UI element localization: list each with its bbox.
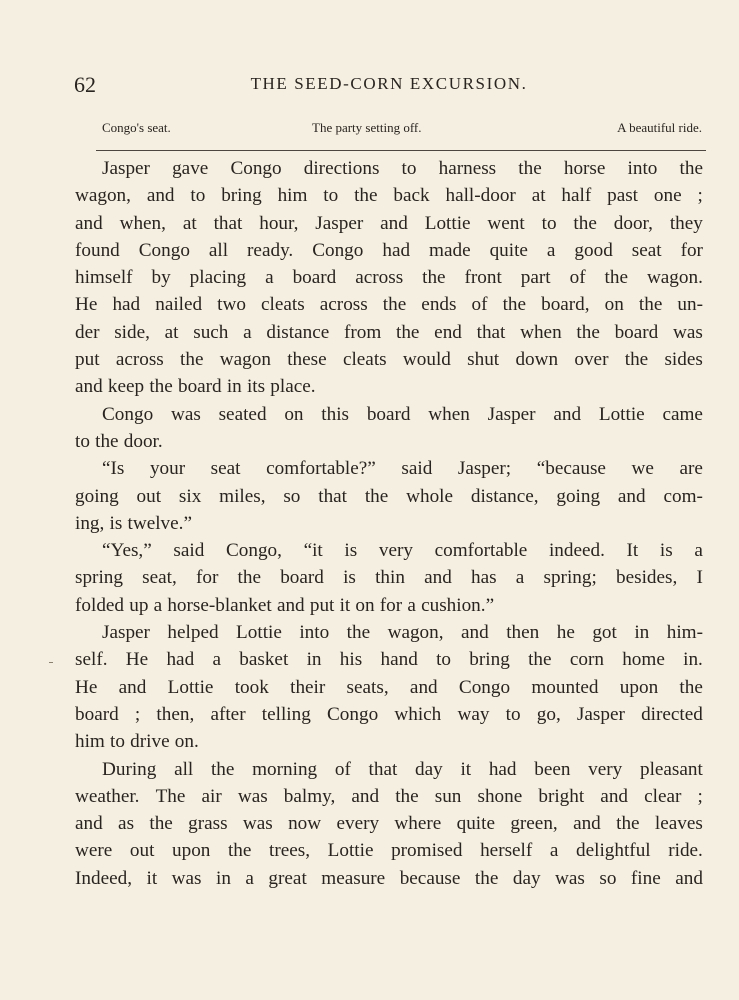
- text-line: and keep the board in its place.: [75, 376, 316, 398]
- text-line: were out upon the trees, Lottie promised herself a delightful ride.: [75, 840, 703, 862]
- text-line: Indeed, it was in a great measure because the day was so fine and: [75, 867, 703, 889]
- text-line: board ; then, after telling Congo which way to go, Jasper directed: [75, 703, 703, 725]
- text-line: “Is your seat comfortable?” said Jasper; “because we are: [102, 458, 703, 480]
- text-line: He had nailed two cleats across the ends of the board, on the un-: [75, 294, 703, 316]
- text-line: Jasper gave Congo directions to harness the horse into the: [102, 158, 703, 179]
- text-line: wagon, and to bring him to the back hall-door at half past one ;: [75, 185, 703, 207]
- text-line: to the door.: [75, 430, 163, 452]
- page-number: 62: [74, 72, 96, 97]
- text-line: him to drive on.: [75, 731, 199, 753]
- topic-left: Congo's seat.: [102, 120, 171, 135]
- topic-right: A beautiful ride.: [617, 120, 702, 135]
- paper-mark: [49, 662, 53, 663]
- topic-headings: [96, 112, 706, 151]
- running-head: [74, 70, 704, 100]
- text-line: himself by placing a board across the front part of the wagon.: [75, 267, 703, 289]
- body-text: [75, 155, 703, 892]
- text-line: Congo was seated on this board when Jasper and Lottie came: [102, 403, 703, 425]
- text-line: going out six miles, so that the whole distance, going and com-: [75, 485, 703, 507]
- topic-center: The party setting off.: [312, 120, 422, 135]
- text-line: ing, is twelve.”: [75, 512, 192, 534]
- text-line: folded up a horse-blanket and put it on for a cushion.”: [75, 594, 495, 616]
- text-line: “Yes,” said Congo, “it is very comfortable indeed. It is a: [102, 540, 703, 562]
- text-line: der side, at such a distance from the end that when the board was: [75, 321, 703, 343]
- text-line: weather. The air was balmy, and the sun shone bright and clear ;: [75, 785, 703, 807]
- text-line: Jasper helped Lottie into the wagon, and then he got in him-: [102, 622, 703, 644]
- text-line: and when, at that hour, Jasper and Lottie went to the door, they: [75, 212, 703, 234]
- running-title: THE SEED-CORN EXCURSION.: [250, 74, 528, 93]
- text-line: spring seat, for the board is thin and has a spring; besides, I: [75, 567, 703, 589]
- text-line: put across the wagon these cleats would shut down over the sides: [75, 349, 703, 371]
- text-line: He and Lottie took their seats, and Congo mounted upon the: [75, 676, 703, 698]
- text-line: and as the grass was now every where quite green, and the leaves: [75, 813, 703, 835]
- text-line: self. He had a basket in his hand to bring the corn home in.: [75, 649, 703, 671]
- text-line: found Congo all ready. Congo had made quite a good seat for: [75, 239, 703, 261]
- text-line: During all the morning of that day it had been very pleasant: [102, 758, 703, 780]
